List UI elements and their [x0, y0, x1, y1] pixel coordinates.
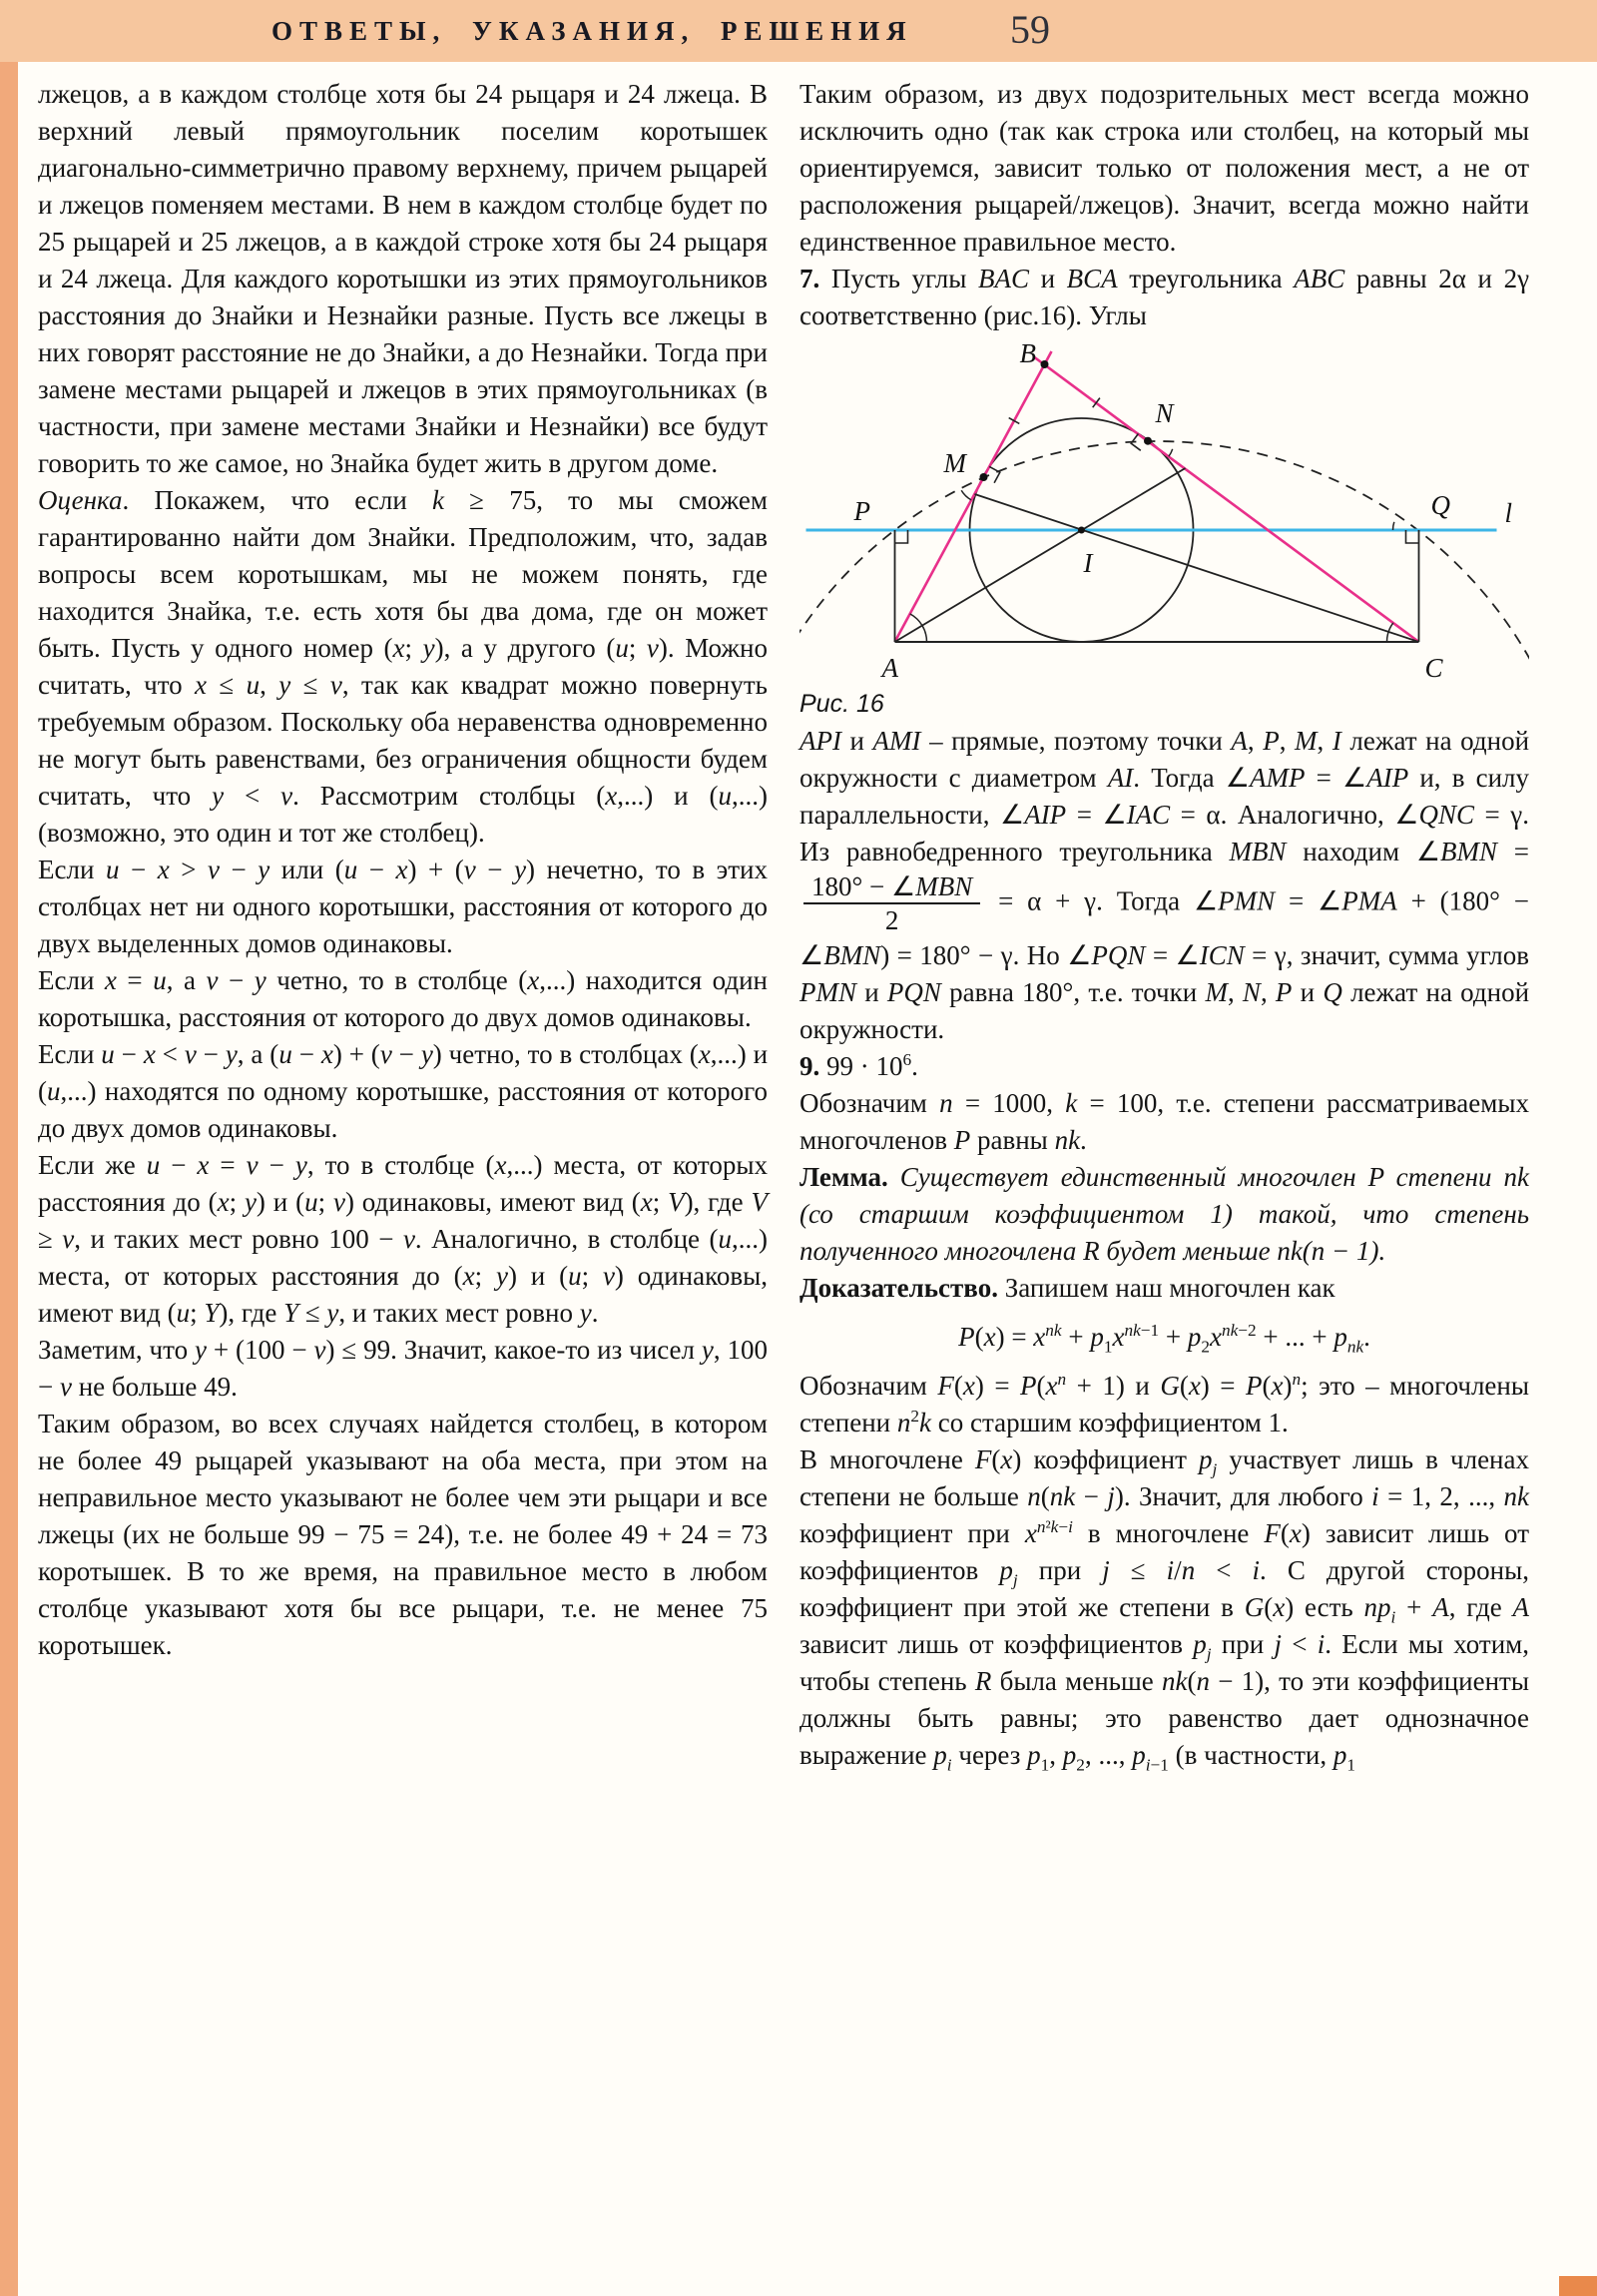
point-b	[1041, 360, 1049, 368]
figure-16	[799, 344, 1529, 684]
paragraph-conclusion: Таким образом, во всех случаях найдется столбец, в котором не более 49 рыцарей указывают на оба места, при этом на неправильное место указывают не более чем эти рыцари и все лжецы (их не больше 99 − 75 = 24), т.е. не более 49 + 24 = 73 коротышек. В то же время, на правильное место в любом столбце указывают хотя бы все рыцари, т.е. не менее 75 коротышек.	[38, 1409, 768, 1660]
angle-arc-m	[961, 490, 971, 500]
formula-polynomial: $P(x) = x^{nk} + p_1x^{nk-1} + p_2x^{nk-2}$ + ... + $p_{nk}$.	[958, 1320, 1370, 1357]
label-point-m: M	[943, 448, 966, 478]
label-line-l: l	[1504, 498, 1513, 528]
label-point-n: N	[1155, 398, 1174, 428]
paragraph-case-3: Если u − x < v − y, а (u − x) + (v − y) четно, то в столбцах (x,...) и (u,...) находятся по одному коротышке, расстояния от которого до двух домов одинаковы.	[38, 1039, 769, 1143]
point-i	[1078, 527, 1085, 534]
label-point-i: I	[1083, 548, 1093, 578]
label-point-c: C	[1424, 653, 1443, 683]
paragraph-estimate: Оценка. Покажем, что если k ≥ 75, то мы сможем гарантированно найти дом Знайки. Предположим, что, задав вопросы всем коротышкам, мы не можем понять, где находится Знайка, т.е. есть хотя бы два дома, где он может быть. Пусть у одного номер (x; y), а у другого (u; v). Можно считать, что x ≤ u, y ≤ v, так как квадрат можно повернуть требуемым образом. Поскольку оба неравенства одновременно не могут быть равенствами, без ограничения общности будем считать, что y < v. Рассмотрим столбцы (x,...) и (u,...) (возможно, это один и тот же столбец).	[38, 485, 768, 848]
paragraph-case-1: Если u − x > v − y или (u − x) + (v − y) нечетно, то в этих столбцах нет ни одного коротышки, расстояния от которого до двух выделенных домов одинаковы.	[38, 855, 769, 958]
label-point-a: A	[881, 653, 898, 683]
paragraph-solution-7: API и AMI – прямые, поэтому точки A, P, M, I лежат на одной окружности с диаметром AI. Тогда ∠AMP = ∠AIP и, в силу параллельности, ∠AIP = ∠IAC = α. Аналогично, ∠QNC = γ. Из равнобедренного треугольника MBN находим ∠BMN = $\frac{\text{180° − ∠MBN}}{2}$ = α + γ. Тогда ∠PMN = ∠PMA + (180° − ∠BMN) = 180° − γ. Но ∠PQN = ∠ICN = γ, значит, сумма углов PMN и PQN равна 180°, т.е. точки M, N, P и Q лежат на одной окружности.	[799, 726, 1530, 1044]
right-angle-q	[1406, 530, 1419, 543]
paragraph-answer-9: 9. $99 \cdot 10^6$.	[799, 1049, 918, 1081]
left-column	[38, 76, 768, 1774]
page-content	[38, 76, 1529, 1774]
bisector-from-c	[975, 494, 1419, 642]
right-angle-p	[895, 530, 908, 543]
paragraph-denote: Обозначим n = 1000, k = 100, т.е. степени рассматриваемых многочленов P равны nk.	[799, 1087, 1529, 1155]
side-bc	[1035, 357, 1419, 642]
paragraph-case-4: Если же u − x = v − y, то в столбце (x,...) места, от которых расстояния до (x; y) и (u; v) одинаковы, имеют вид (x; V), где V ≥ v, и таких мест ровно 100 − v. Аналогично, в столбце (u,...) места, от которых расстояния до (x; y) и (u; v) одинаковы, имеют вид (u; Y), где Y ≤ y, и таких мест ровно y.	[38, 1150, 768, 1328]
angle-arc-n	[1169, 449, 1173, 456]
label-point-b: B	[1019, 344, 1036, 368]
page-header-title: ОТВЕТЫ, УКАЗАНИЯ, РЕШЕНИЯ	[271, 16, 913, 46]
paragraph-final: В многочлене F(x) коэффициент $p_j$ участвует лишь в членах степени не больше n(nk − j). Значит, для любого i = 1, 2, ..., nk коэффициент при $x^{n^2k-i}$ в многочлене F(x) зависит лишь от коэффициентов $p_j$ при j ≤ i/n < i. С другой стороны, коэффициент при этой же степени в G(x) есть $np_i + A$, где A зависит лишь от коэффициентов $p_j$ при j < i. Если мы хотим, чтобы степень R была меньше nk(n − 1), то эти коэффициенты должны быть равны; это равенство дает однозначное выражение $p_i$ через $p_1$, $p_2$, ..., $p_{i-1}$ (в частности, $p_1$	[799, 1443, 1529, 1775]
paragraph-note: Заметим, что y + (100 − v) ≤ 99. Значит, какое-то из чисел y, 100 − v не больше 49.	[38, 1335, 769, 1402]
point-m	[980, 473, 988, 481]
label-point-p: P	[853, 496, 870, 526]
side-ab	[895, 351, 1052, 642]
paragraph-continuation: Таким образом, из двух подозрительных мест всегда можно исключить одно (так как строка или столбец, на который мы ориентируемся, зависит только от положения мест, а не от расположения рыцарей/лжецов). Значит, всегда можно найти единственное правильное место.	[799, 79, 1529, 257]
paragraph-case-2: Если x = u, а v − y четно, то в столбце (x,...) находится один коротышка, расстояния от которого до двух домов одинаковы.	[38, 965, 769, 1032]
left-accent-bar	[0, 0, 18, 2296]
figure-16-geometry	[799, 344, 1529, 684]
paragraph-lemma: Лемма. Существует единственный многочлен P степени nk (со старшим коэффициентом 1) такой, что степень полученного многочлена R будет меньше nk(n − 1).	[799, 1161, 1529, 1266]
right-column	[799, 76, 1529, 1774]
point-n	[1144, 437, 1152, 445]
paragraph-proof-intro: Доказательство. Запишем наш многочлен как	[799, 1272, 1335, 1303]
bisector-from-a	[895, 468, 1186, 642]
paragraph-problem-7: 7. Пусть углы BAC и BCA треугольника ABC равны 2α и 2γ соответственно (рис.16). Углы	[799, 264, 1529, 330]
label-point-q: Q	[1430, 490, 1450, 520]
page-number: 59	[1010, 7, 1050, 52]
corner-accent-square	[1559, 2276, 1597, 2296]
paragraph-fg: Обозначим $F(x) = P(x^n + 1)$ и $G(x) = P(x)^n$; это – многочлены степени $n^2k$ со старшим коэффициентом 1.	[799, 1369, 1529, 1437]
paragraph-construction: лжецов, а в каждом столбце хотя бы 24 рыцаря и 24 лжеца. В верхний левый прямоугольник поселим коротышек диагонально-симметрично правому верхнему, причем рыцарей и лжецов поменяем местами. В нем в каждом столбце будет по 25 рыцарей и 25 лжецов, а в каждой строке хотя бы 24 рыцаря и 24 лжеца. Для каждого коротышки из этих прямоугольников расстояния до Знайки и Незнайки разные. Пусть все лжецы в них говорят расстояние не до Знайки, а до Незнайки. Тогда при замене местами рыцарей и лжецов в этих прямоугольниках (в частности, при замене местами Знайки и Незнайки) все будут говорить то же самое, но Знайка будет жить в другом доме.	[38, 79, 768, 478]
right-angle-m	[989, 466, 1000, 482]
figure-caption: Рис. 16	[799, 690, 884, 718]
page-header-band	[0, 0, 1597, 62]
